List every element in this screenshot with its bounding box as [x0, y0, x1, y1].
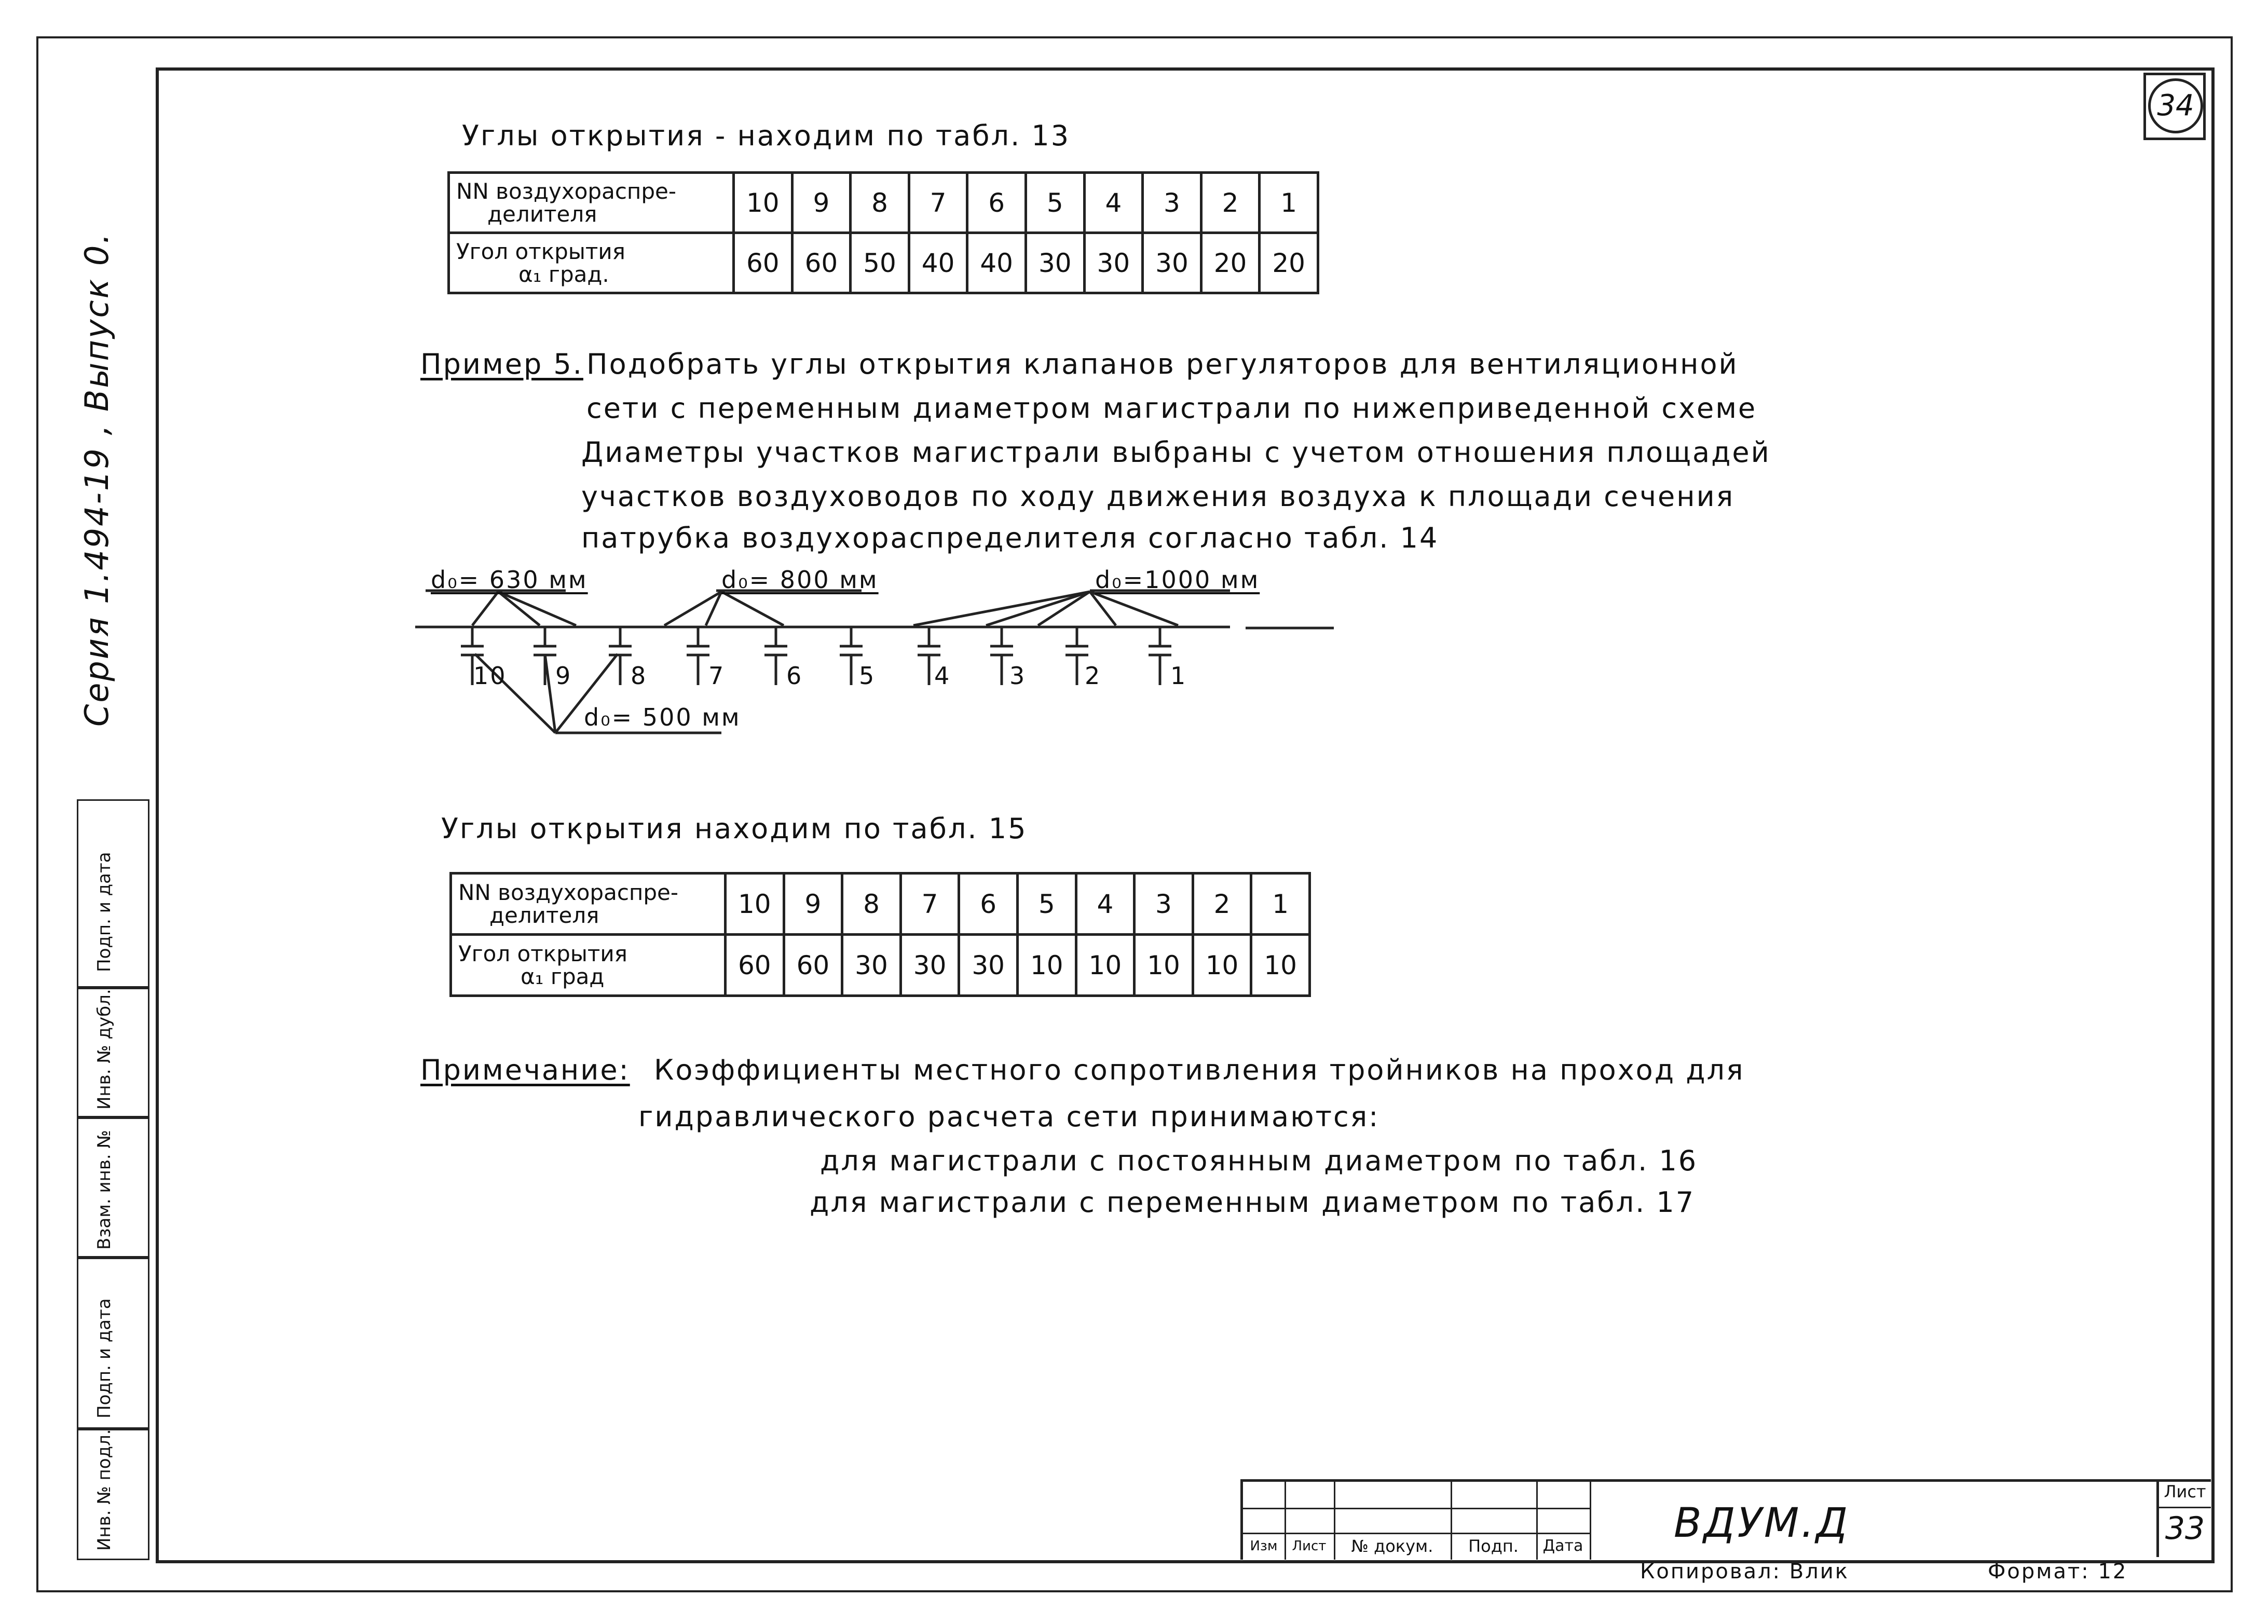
table-cell: 4	[1076, 874, 1135, 935]
section1-heading: Углы открытия - находим по табл. 13	[462, 119, 1071, 152]
document-code: ВДУМ.Д	[1674, 1500, 1850, 1547]
outlet-number: 4	[934, 662, 951, 690]
series-label: Серия 1.494-19 , Выпуск 0.	[78, 231, 116, 727]
title-col-label: Дата	[1542, 1537, 1583, 1555]
example-line: сети с переменным диаметром магистрали по нижеприведенной схеме	[586, 392, 1757, 425]
row-label-angle: Угол открытия α₁ град.	[449, 233, 734, 293]
table-cell: 3	[1135, 874, 1193, 935]
table-cell: 5	[1017, 874, 1076, 935]
table-cell: 3	[1143, 173, 1201, 233]
outlet-number: 8	[631, 662, 648, 690]
side-stamp-cell: Инв. № подл.	[77, 1427, 149, 1560]
side-stamp-cell: Подп. и дата	[77, 1256, 149, 1430]
outlet-number: 9	[555, 662, 572, 690]
copied-by: Копировал: Влик	[1640, 1560, 1849, 1584]
diameter-label-800: d₀= 800 мм	[721, 566, 879, 594]
table-cell: 10	[1017, 935, 1076, 996]
table-cell: 7	[909, 173, 967, 233]
outlet-number: 1	[1170, 662, 1187, 690]
table-cell: 1	[1251, 874, 1310, 935]
table-cell: 30	[959, 935, 1018, 996]
example-label: Пример 5.	[420, 348, 583, 380]
outlet-branch	[1149, 627, 1171, 685]
section2-heading: Углы открытия находим по табл. 15	[441, 812, 1028, 845]
outlet-branch	[764, 627, 787, 685]
table-cell: 10	[726, 874, 784, 935]
table-row	[451, 874, 1310, 935]
diameter-label-630: d₀= 630 мм	[431, 566, 588, 594]
example-line: Подобрать углы открытия клапанов регуляторов для вентиляционной	[586, 348, 1739, 380]
outlet-number: 7	[708, 662, 726, 690]
table-cell: 10	[734, 173, 793, 233]
row-label-numbers: NN воздухораспре- делителя	[449, 173, 734, 233]
table-cell: 8	[842, 874, 901, 935]
table-cell: 8	[851, 173, 909, 233]
table-cell: 6	[967, 173, 1026, 233]
table-cell: 50	[851, 233, 909, 293]
table-cell: 40	[909, 233, 967, 293]
table-row	[451, 935, 1310, 996]
sheet-number: 33	[2165, 1510, 2205, 1547]
table-cell: 9	[784, 874, 842, 935]
table-cell: 5	[1026, 173, 1084, 233]
sheet-cell	[2156, 1482, 2211, 1557]
note-line: гидравлического расчета сети принимаются:	[638, 1100, 1380, 1133]
note-line: для магистрали с постоянным диаметром по табл. 16	[820, 1144, 1698, 1177]
example-line: участков воздуховодов по ходу движения воздуха к площади сечения	[581, 480, 1735, 513]
outlet-branch	[609, 627, 632, 685]
side-stamp-cell: Инв. № дубл.	[77, 986, 149, 1119]
row-label-numbers: NN воздухораспре- делителя	[451, 874, 726, 935]
table-cell: 60	[792, 233, 851, 293]
table-cell: 30	[1143, 233, 1201, 293]
table-cell: 40	[967, 233, 1026, 293]
table-cell: 20	[1260, 233, 1318, 293]
table-cell: 10	[1135, 935, 1193, 996]
title-col-label: Изм	[1250, 1538, 1278, 1554]
title-block	[1240, 1479, 2211, 1560]
table-cell: 10	[1193, 935, 1251, 996]
outlet-number: 6	[786, 662, 803, 690]
note-line: для магистрали с переменным диаметром по табл. 17	[810, 1186, 1696, 1219]
page-number-circle: 34	[2148, 78, 2203, 133]
table-cell: 6	[959, 874, 1018, 935]
example-line: патрубка воздухораспределителя согласно табл. 14	[581, 522, 1439, 554]
table-cell: 10	[1076, 935, 1135, 996]
row-label-angle: Угол открытия α₁ град	[451, 935, 726, 996]
table-cell: 10	[1251, 935, 1310, 996]
table-cell: 60	[784, 935, 842, 996]
title-col-label: Подп.	[1468, 1536, 1519, 1556]
table-cell: 30	[1026, 233, 1084, 293]
table-cell: 9	[792, 173, 851, 233]
sheet-label: Лист	[2164, 1482, 2206, 1502]
table-cell: 1	[1260, 173, 1318, 233]
table-cell: 30	[842, 935, 901, 996]
side-stamp-cell: Взам. инв. №	[77, 1116, 149, 1259]
table-cell: 2	[1201, 173, 1260, 233]
note-line: Коэффициенты местного сопротивления тройников на проход для	[654, 1054, 1745, 1086]
angles-table-2	[449, 872, 1311, 997]
example-line: Диаметры участков магистрали выбраны с учетом отношения площадей	[581, 436, 1771, 469]
outlet-branch	[534, 627, 556, 685]
table-cell: 7	[900, 874, 959, 935]
note-label: Примечание:	[420, 1054, 630, 1086]
table-cell: 30	[1084, 233, 1143, 293]
table-cell: 30	[900, 935, 959, 996]
diameter-label-500: d₀= 500 мм	[584, 703, 741, 731]
outlet-number: 3	[1009, 662, 1027, 690]
title-col-label: № докум.	[1351, 1536, 1433, 1556]
table-cell: 60	[726, 935, 784, 996]
title-col-label: Лист	[1292, 1538, 1327, 1554]
outlet-number: 5	[859, 662, 876, 690]
diameter-label-1000: d₀=1000 мм	[1095, 566, 1260, 594]
table-cell: 60	[734, 233, 793, 293]
outlet-number: 10	[473, 662, 507, 690]
outlet-number: 2	[1085, 662, 1102, 690]
table-cell: 4	[1084, 173, 1143, 233]
format-label: Формат: 12	[1988, 1560, 2128, 1584]
side-stamp-cell: Подп. и дата	[77, 799, 149, 989]
table-cell: 2	[1193, 874, 1251, 935]
outlet-branch	[687, 627, 709, 685]
table-cell: 20	[1201, 233, 1260, 293]
